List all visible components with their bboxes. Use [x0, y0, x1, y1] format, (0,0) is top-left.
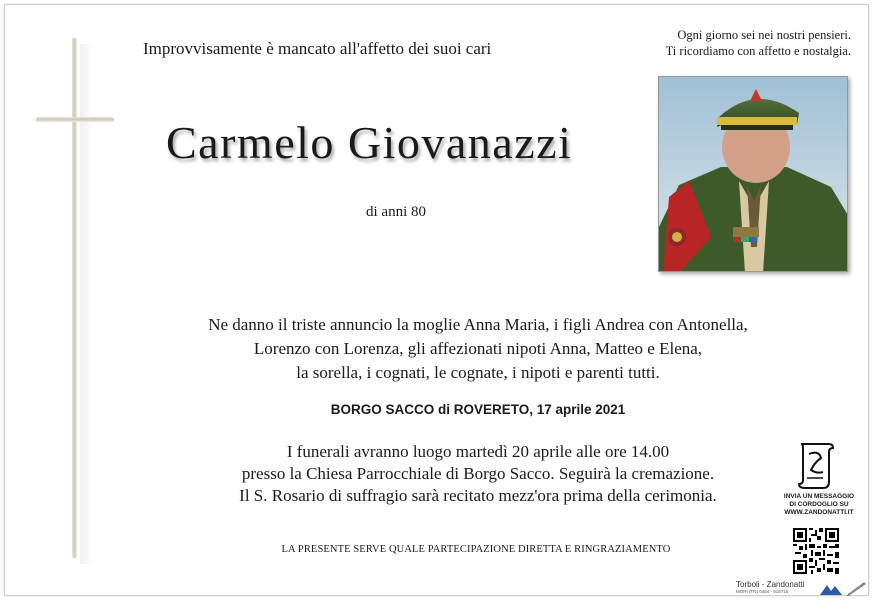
footer-note: LA PRESENTE SERVE QUALE PARTECIPAZIONE DIRETTA E RINGRAZIAMENTO — [281, 544, 671, 555]
deceased-age: di anni 80 — [366, 204, 426, 220]
funeral-info — [160, 441, 796, 507]
intro-text: Improvvisamente è mancato all'affetto dei suoi cari — [143, 39, 492, 58]
condolence-line-1: INVIA UN MESSAGGIO — [783, 493, 855, 500]
portrait-photo — [658, 76, 848, 272]
motto-line-2: Ti ricordiamo con affetto e nostalgia. — [665, 44, 851, 58]
brand-logo-icon — [819, 583, 843, 595]
scroll-icon[interactable] — [795, 440, 835, 490]
cross-arm — [36, 117, 114, 122]
cross-shadow — [80, 44, 94, 564]
funeral-line-3: Il S. Rosario di suffragio sarà recitato mezz'ora prima della cerimonia. — [239, 486, 717, 505]
place-date: BORGO SACCO di ROVERETO, 17 aprile 2021 — [330, 402, 626, 417]
motto — [666, 27, 851, 59]
brand-contact: MORI (TN) 0464 - 918715 — [736, 589, 789, 594]
condolence-link[interactable] — [776, 493, 862, 517]
condolence-line-3: WWW.ZANDONATTI.IT — [784, 509, 854, 516]
funeral-line-2: presso la Chiesa Parrocchiale di Borgo Sacco. Seguirà la cremazione. — [241, 464, 715, 483]
qr-code-icon[interactable] — [793, 528, 839, 574]
announcement-line-3: la sorella, i cognati, le cognate, i nipoti e parenti tutti. — [296, 363, 660, 382]
announcement-line-1: Ne danno il triste annuncio la moglie Anna Maria, i figli Andrea con Antonella, — [208, 315, 748, 334]
pen-icon — [846, 580, 868, 596]
condolence-line-2: DI CORDOGLIO SU — [789, 501, 849, 508]
motto-line-1: Ogni giorno sei nei nostri pensieri. — [677, 28, 851, 42]
funeral-line-1: I funerali avranno luogo martedì 20 aprile alle ore 14.00 — [286, 442, 670, 461]
deceased-name: Carmelo Giovanazzi — [166, 117, 573, 168]
announcement-line-2: Lorenzo con Lorenza, gli affezionati nipoti Anna, Matteo e Elena, — [253, 339, 703, 358]
brand-name: Torboli - Zandonatti — [736, 580, 805, 589]
funeral-home-brand — [736, 580, 804, 594]
announcement — [140, 313, 816, 385]
cross-icon — [72, 38, 77, 558]
